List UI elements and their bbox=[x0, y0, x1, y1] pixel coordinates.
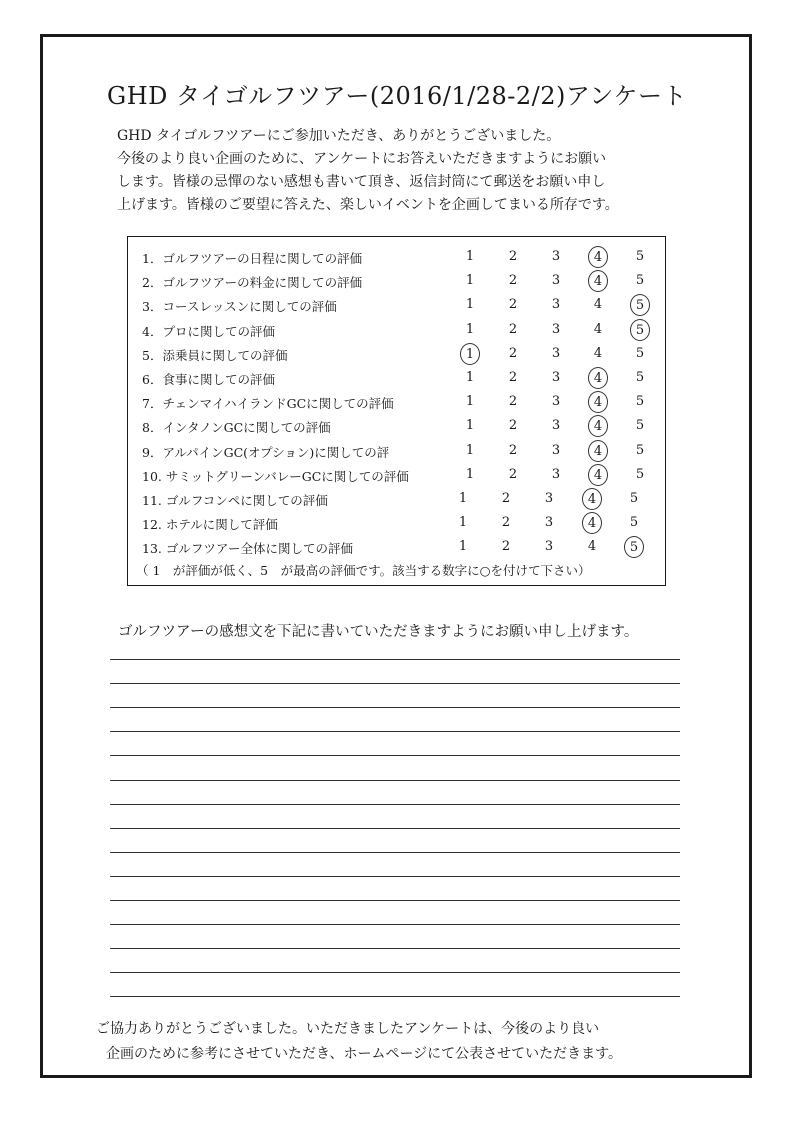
score-option[interactable]: 5 bbox=[635, 394, 645, 410]
comment-write-line[interactable] bbox=[110, 780, 680, 781]
score-option[interactable]: 1 bbox=[465, 394, 475, 410]
comment-write-line[interactable] bbox=[110, 996, 680, 997]
score-option[interactable]: 3 bbox=[544, 515, 554, 531]
comment-write-line[interactable] bbox=[110, 924, 680, 925]
score-option[interactable]: 5 bbox=[635, 418, 645, 434]
score-option-selected[interactable]: 4 bbox=[588, 367, 608, 389]
score-option[interactable]: 5 bbox=[629, 491, 639, 506]
score-option[interactable]: 3 bbox=[544, 539, 554, 555]
score-option[interactable]: 3 bbox=[551, 249, 561, 264]
score-option-selected[interactable]: 4 bbox=[582, 512, 602, 534]
question-label: 3．コースレッスンに関しての評価 bbox=[142, 299, 337, 315]
comment-write-line[interactable] bbox=[110, 659, 680, 660]
comment-write-line[interactable] bbox=[110, 900, 680, 901]
comment-write-line[interactable] bbox=[110, 948, 680, 949]
question-label: 11. ゴルフコンペに関しての評価 bbox=[142, 493, 328, 508]
rating-table bbox=[127, 236, 666, 586]
score-option-selected[interactable]: 4 bbox=[582, 488, 602, 510]
comment-write-line[interactable] bbox=[110, 852, 680, 853]
score-option-selected[interactable]: 5 bbox=[630, 294, 650, 316]
score-option[interactable]: 2 bbox=[508, 321, 518, 337]
score-option[interactable]: 3 bbox=[551, 297, 561, 313]
comment-write-line[interactable] bbox=[110, 876, 680, 877]
score-option[interactable]: 1 bbox=[465, 442, 475, 458]
score-option[interactable]: 2 bbox=[508, 370, 518, 385]
score-option-selected[interactable]: 4 bbox=[588, 270, 608, 292]
question-label: 1．ゴルフツアーの日程に関しての評価 bbox=[142, 251, 363, 266]
score-option[interactable]: 1 bbox=[458, 539, 468, 555]
question-label: 12. ホテルに関して評価 bbox=[142, 517, 278, 533]
score-option[interactable]: 4 bbox=[593, 297, 603, 313]
rating-scale-note: （ 1 が評価が低く、5 が最高の評価です。該当する数字に○を付けて下さい） bbox=[136, 563, 591, 578]
rating-row bbox=[128, 511, 665, 535]
score-option[interactable]: 4 bbox=[593, 321, 603, 337]
comment-write-line[interactable] bbox=[110, 972, 680, 973]
score-option[interactable]: 5 bbox=[635, 370, 645, 385]
score-option-selected[interactable]: 4 bbox=[588, 246, 608, 268]
score-option[interactable]: 1 bbox=[458, 491, 468, 506]
score-option[interactable]: 2 bbox=[501, 491, 511, 506]
score-option[interactable]: 2 bbox=[508, 345, 518, 361]
score-option-selected[interactable]: 4 bbox=[588, 440, 608, 462]
score-option[interactable]: 1 bbox=[465, 466, 475, 482]
intro-line: 上げます。皆様のご要望に答えた、楽しいイベントを企画してまいる所存です。 bbox=[117, 197, 619, 213]
rating-row bbox=[128, 318, 665, 342]
rating-row bbox=[128, 269, 665, 293]
score-option[interactable]: 1 bbox=[465, 297, 475, 313]
score-option[interactable]: 2 bbox=[508, 297, 518, 313]
question-label: 7．チェンマイハイランドGCに関しての評価 bbox=[142, 396, 394, 412]
question-label: 4．プロに関しての評価 bbox=[142, 323, 275, 339]
question-label: 8．インタノンGCに関しての評価 bbox=[142, 420, 331, 436]
rating-row bbox=[128, 463, 665, 487]
intro-line: 今後のより良い企画のために、アンケートにお答えいただきますようにお願い bbox=[117, 151, 607, 167]
closing-line: ご協力ありがとうございました。いただきましたアンケートは、今後のより良い bbox=[96, 1021, 600, 1037]
rating-row bbox=[128, 535, 665, 559]
score-option[interactable]: 5 bbox=[635, 249, 645, 264]
question-label: 13. ゴルフツアー全体に関しての評価 bbox=[142, 541, 353, 557]
closing-line: 企画のために参考にさせていただき、ホームページにて公表させていただきます。 bbox=[106, 1046, 623, 1062]
comment-write-line[interactable] bbox=[110, 755, 680, 756]
score-option[interactable]: 5 bbox=[629, 515, 639, 531]
comment-write-line[interactable] bbox=[110, 804, 680, 805]
closing-message bbox=[96, 1017, 716, 1067]
score-option[interactable]: 2 bbox=[508, 466, 518, 482]
score-option[interactable]: 1 bbox=[465, 321, 475, 337]
score-option[interactable]: 2 bbox=[501, 539, 511, 555]
comment-write-line[interactable] bbox=[110, 828, 680, 829]
score-option[interactable]: 5 bbox=[635, 466, 645, 482]
score-option[interactable]: 3 bbox=[551, 370, 561, 385]
score-option[interactable]: 3 bbox=[551, 442, 561, 458]
score-option[interactable]: 3 bbox=[551, 273, 561, 289]
comment-prompt: ゴルフツアーの感想文を下記に書いていただきますようにお願い申し上げます。 bbox=[118, 624, 639, 640]
score-option[interactable]: 3 bbox=[551, 418, 561, 434]
question-label: 5．添乗員に関しての評価 bbox=[142, 347, 288, 363]
score-option[interactable]: 5 bbox=[635, 345, 645, 361]
score-option[interactable]: 2 bbox=[508, 394, 518, 410]
score-option[interactable]: 3 bbox=[551, 394, 561, 410]
score-option[interactable]: 3 bbox=[544, 491, 554, 506]
score-option[interactable]: 1 bbox=[465, 418, 475, 434]
comment-write-line[interactable] bbox=[110, 683, 680, 684]
score-option-selected[interactable]: 4 bbox=[588, 391, 608, 413]
question-label: 10. サミットグリーンバレーGCに関しての評価 bbox=[142, 468, 409, 484]
intro-paragraph bbox=[117, 125, 697, 217]
score-option[interactable]: 2 bbox=[508, 418, 518, 434]
score-option-selected[interactable]: 1 bbox=[460, 343, 480, 365]
score-option[interactable]: 1 bbox=[465, 370, 475, 385]
rating-row bbox=[128, 414, 665, 438]
intro-line: GHD タイゴルフツアーにご参加いただき、ありがとうございました。 bbox=[117, 128, 561, 144]
score-option[interactable]: 3 bbox=[551, 321, 561, 337]
rating-row bbox=[128, 487, 665, 511]
score-option-selected[interactable]: 4 bbox=[588, 464, 608, 486]
score-option[interactable]: 2 bbox=[508, 249, 518, 264]
score-option[interactable]: 3 bbox=[551, 466, 561, 482]
rating-row bbox=[128, 390, 665, 414]
rating-row bbox=[128, 293, 665, 317]
question-label: 2．ゴルフツアーの料金に関しての評価 bbox=[142, 275, 363, 291]
question-label: 9．アルパインGC(オプション)に関しての評 bbox=[142, 444, 390, 460]
question-label: 6．食事に関しての評価 bbox=[142, 372, 275, 387]
score-option-selected[interactable]: 5 bbox=[630, 319, 650, 341]
rating-row bbox=[128, 245, 665, 269]
score-option[interactable]: 5 bbox=[635, 442, 645, 458]
score-option[interactable]: 4 bbox=[587, 539, 597, 555]
score-option[interactable]: 1 bbox=[458, 515, 468, 531]
page-title: GHD タイゴルフツアー(2016/1/28-2/2)アンケート bbox=[107, 82, 687, 110]
score-option[interactable]: 2 bbox=[501, 515, 511, 531]
intro-line: します。皆様の忌憚のない感想も書いて頂き、返信封筒にて郵送をお願い申し bbox=[117, 174, 606, 190]
rating-row bbox=[128, 342, 665, 366]
comment-write-line[interactable] bbox=[110, 731, 680, 732]
score-option[interactable]: 3 bbox=[551, 345, 561, 361]
comment-write-line[interactable] bbox=[110, 707, 680, 708]
score-option[interactable]: 2 bbox=[508, 273, 518, 289]
rating-row bbox=[128, 366, 665, 390]
score-option-selected[interactable]: 5 bbox=[624, 536, 644, 558]
score-option[interactable]: 1 bbox=[465, 273, 475, 289]
score-option[interactable]: 2 bbox=[508, 442, 518, 458]
score-option-selected[interactable]: 4 bbox=[588, 415, 608, 437]
score-option[interactable]: 1 bbox=[465, 249, 475, 264]
rating-row bbox=[128, 439, 665, 463]
score-option[interactable]: 5 bbox=[635, 273, 645, 289]
score-option[interactable]: 4 bbox=[593, 345, 603, 361]
